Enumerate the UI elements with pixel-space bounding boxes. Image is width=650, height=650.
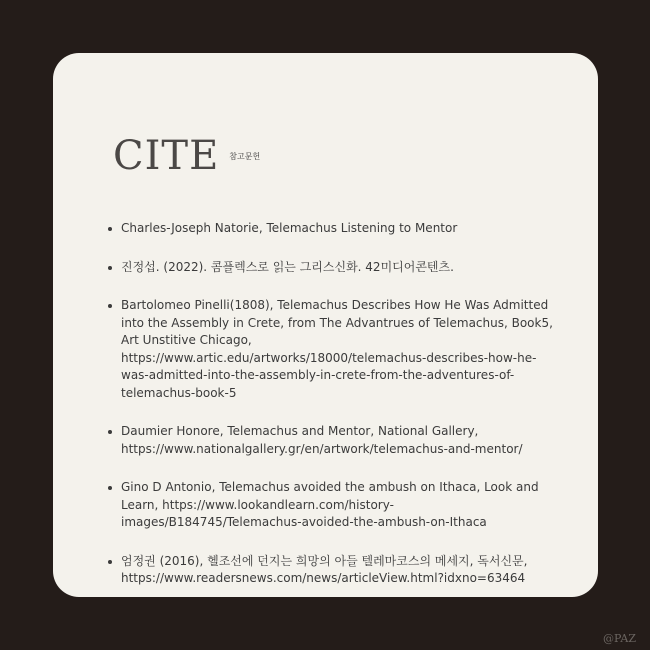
page-title: CITE — [113, 133, 220, 179]
reference-item — [104, 553, 559, 588]
reference-item — [104, 479, 559, 532]
reference-text: 진정섭. (2022). 콤플렉스로 읽는 그리스신화. 42미디어콘텐츠. — [121, 259, 454, 274]
reference-text: Gino D Antonio, Telemachus avoided the ambush on Ithaca, Look and Learn, https://www.lookandlearn.com/history-images/B184745/Telemachus-avoided-the-ambush-on-Ithaca — [121, 480, 539, 529]
reference-text: Charles-Joseph Natorie, Telemachus Listening to Mentor — [121, 221, 458, 235]
reference-item — [104, 259, 559, 277]
reference-text: Bartolomeo Pinelli(1808), Telemachus Describes How He Was Admitted into the Assembly in Crete, from The Advantrues of Telemachus, Book5, Art Unstitive Chicago, https://www.artic.edu/artworks/18000/telemachus-describes-how-he-was-admitted-into-the-assembly-in-crete-from-the-adventures-of-telemachus-book-5 — [121, 298, 553, 400]
reference-list — [104, 220, 559, 609]
reference-text: 엄정권 (2016), 헬조선에 던지는 희망의 아들 텔레마코스의 메세지, 독서신문, https://www.readersnews.com/news/articleView.html?idxno=63464 — [121, 553, 528, 585]
reference-item — [104, 297, 559, 402]
title-row — [113, 133, 260, 179]
reference-text: Daumier Honore, Telemachus and Mentor, National Gallery, https://www.nationalgallery.gr/en/artwork/telemachus-and-mentor/ — [121, 424, 523, 456]
bullet-icon — [108, 266, 112, 270]
reference-item — [104, 220, 559, 238]
watermark: @PAZ — [603, 632, 636, 645]
cite-card — [53, 53, 598, 597]
reference-item — [104, 423, 559, 458]
bullet-icon — [108, 430, 112, 434]
page-subtitle: 참고문헌 — [229, 152, 261, 161]
bullet-icon — [108, 560, 112, 564]
bullet-icon — [108, 304, 112, 308]
bullet-icon — [108, 486, 112, 490]
bullet-icon — [108, 227, 112, 231]
